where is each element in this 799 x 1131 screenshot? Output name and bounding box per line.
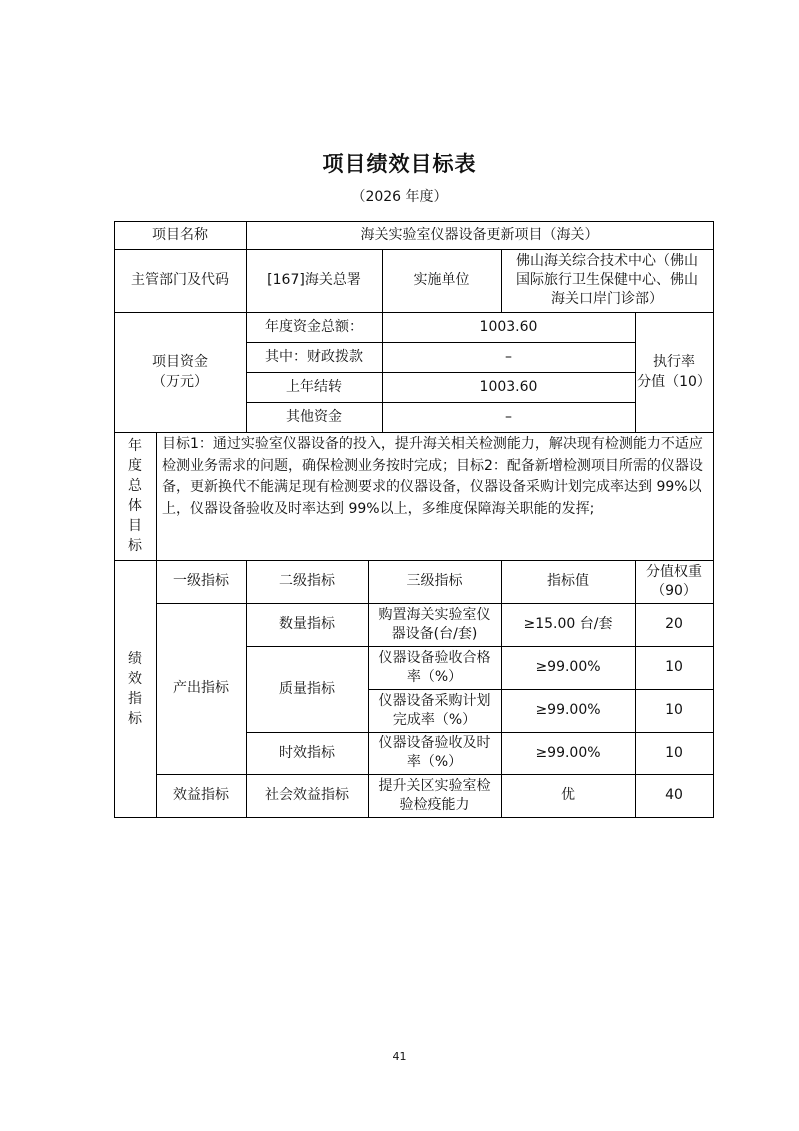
project-name-label: 项目名称: [152, 226, 208, 243]
indicator-weight: 10: [665, 659, 683, 675]
page-title: 项目绩效目标表: [322, 152, 477, 176]
indicator-weight: 40: [665, 787, 683, 803]
fund-row-value: 1003.60: [479, 318, 538, 335]
perf-label-char: 指: [128, 690, 142, 707]
benefit-indicator-label: 效益指标: [173, 787, 229, 803]
indicator-value: ≥15.00 台/套: [523, 616, 613, 632]
indicator-l3-line: 率（%）: [406, 754, 463, 770]
dept-value: [167]海关总署: [267, 272, 361, 288]
indicator-l3: [368, 689, 501, 732]
fund-label-line: （万元）: [152, 374, 208, 390]
goal-label-char: 体: [128, 498, 142, 514]
impl-value: [501, 249, 713, 312]
goal-label-char: 度: [128, 458, 142, 474]
goal-label: [114, 432, 156, 560]
dept-label: 主管部门及代码: [131, 272, 229, 288]
indicator-l3-line: 器设备(台/套): [391, 625, 478, 642]
project-name-value: 海关实验室仪器设备更新项目（海关）: [360, 226, 599, 243]
indicator-l3: [368, 774, 501, 817]
fund-row-label: 上年结转: [286, 378, 342, 395]
impl-label: 实施单位: [413, 272, 470, 288]
exec-rate-label: [635, 312, 713, 432]
header-level1: 一级指标: [173, 573, 229, 589]
fund-row-value: –: [505, 408, 512, 425]
indicator-l3-line: 仪器设备采购计划: [378, 692, 491, 709]
perf-label: [114, 560, 156, 817]
exec-rate-line: 分值（10）: [637, 374, 711, 390]
perf-label-char: 效: [128, 670, 142, 687]
quality-indicator-label: 质量指标: [279, 680, 335, 697]
goal-label-char: 总: [128, 478, 142, 494]
goal-text: 目标1：通过实验室仪器设备的投入，提升海关相关检测能力，解决现有检测能力不适应检测业务需求的问题，确保检测业务按时完成；目标2：配备新增检测项目所需的仪器设备，更新换代不能满足现有检测要求的仪器设备，仪器设备采购计划完成率达到 99%以上，仪器设备验收及时率达到 99%以上，多维度保障海关职能的发挥;: [162, 436, 703, 517]
goal-label-char: 目: [128, 518, 142, 534]
impl-value-line: 海关口岸门诊部）: [551, 291, 663, 307]
indicator-value: ≥99.00%: [535, 702, 601, 718]
exec-rate-line: 执行率: [653, 354, 695, 370]
indicator-l3: [368, 646, 501, 689]
header-weight: [635, 560, 713, 603]
timeliness-indicator-label: 时效指标: [279, 744, 335, 761]
indicator-l3-line: 仪器设备验收合格: [378, 649, 491, 666]
goal-label-char: 标: [128, 538, 142, 554]
indicator-l3: [368, 732, 501, 774]
fund-row-label: 其他资金: [286, 408, 342, 425]
fund-label-line: 项目资金: [152, 354, 208, 370]
indicator-l3-line: 提升关区实验室检: [378, 777, 491, 794]
indicator-l3-line: 验检疫能力: [399, 796, 470, 813]
header-value: 指标值: [547, 573, 589, 589]
fund-row-value: 1003.60: [479, 378, 538, 395]
impl-value-line: 佛山海关综合技术中心（佛山: [516, 253, 698, 269]
indicator-weight: 20: [665, 616, 683, 632]
quantity-indicator-label: 数量指标: [279, 616, 335, 632]
social-benefit-indicator-label: 社会效益指标: [265, 787, 349, 803]
header-weight-line: （90）: [651, 582, 697, 599]
indicator-l3-line: 购置海关实验室仪: [378, 606, 491, 623]
page-number: 41: [392, 1050, 407, 1063]
header-level3: 三级指标: [406, 573, 463, 589]
perf-label-char: 绩: [128, 650, 142, 667]
perf-label-char: 标: [128, 710, 142, 727]
fund-row-value: –: [505, 348, 512, 365]
output-indicator-label: 产出指标: [173, 680, 229, 696]
header-level2: 二级指标: [279, 573, 335, 589]
indicator-l3-line: 完成率（%）: [392, 711, 477, 728]
page-subtitle: （2026 年度）: [351, 189, 448, 205]
header-weight-line: 分值权重: [646, 563, 702, 580]
fund-row-label: 其中：财政拨款: [265, 348, 363, 365]
goal-label-char: 年: [128, 438, 142, 454]
fund-label: [114, 312, 246, 432]
indicator-value: ≥99.00%: [535, 659, 601, 675]
grid-hline: [114, 817, 714, 818]
grid-vline: [713, 221, 714, 818]
indicator-weight: 10: [665, 702, 683, 718]
indicator-l3-line: 仪器设备验收及时: [378, 735, 491, 751]
fund-row-label: 年度资金总额：: [265, 318, 363, 335]
indicator-l3: [368, 603, 501, 646]
indicator-weight: 10: [665, 744, 683, 761]
impl-value-line: 国际旅行卫生保健中心、佛山: [516, 272, 698, 288]
indicator-value: 优: [561, 787, 575, 803]
indicator-value: ≥99.00%: [535, 744, 601, 761]
indicator-l3-line: 率（%）: [406, 668, 463, 685]
